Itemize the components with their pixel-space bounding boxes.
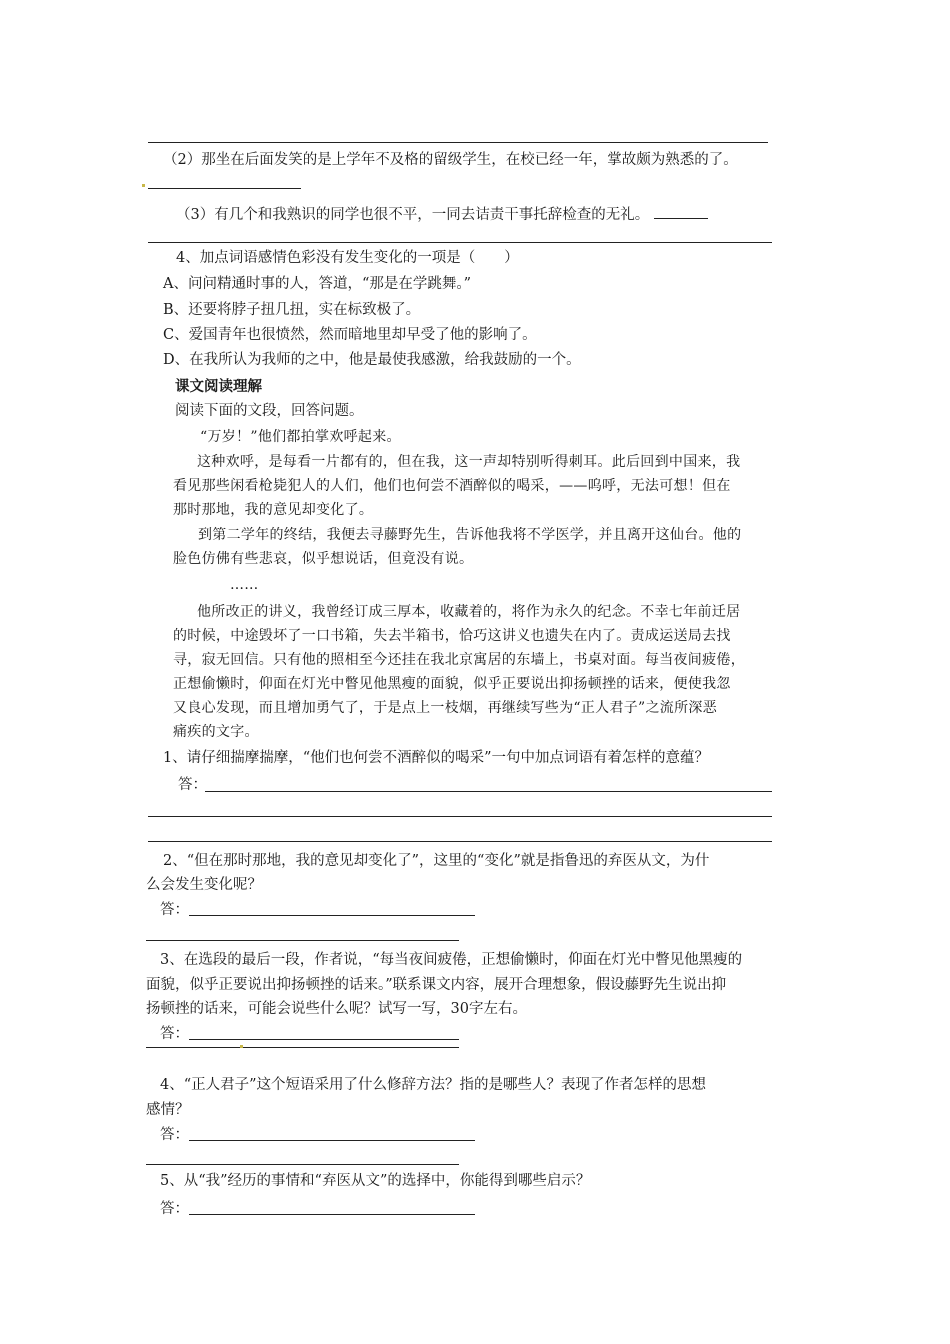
passage-line: 的时候，中途毁坏了一口书箱，失去半箱书，恰巧这讲义也遗失在内了。责成运送局去找 [173,628,731,644]
passage-ellipsis: …… [230,577,259,593]
rewrite-item-3-text: （3）有几个和我熟识的同学也很不平，一同去诘责干事托辞检查的无礼。 [176,207,650,223]
answer-line[interactable] [189,1140,475,1141]
passage-line: 他所改正的讲义，我曾经订成三厚本，收藏着的，将作为永久的纪念。不幸七年前迁居 [197,604,741,620]
answer-label: 答： [160,1201,189,1217]
answer-line[interactable] [146,1047,459,1048]
answer-label: 答： [160,1026,189,1042]
answer-label: 答： [160,1127,189,1143]
answer-blank[interactable] [654,202,708,219]
passage-line: 脸色仿佛有些悲哀，似乎想说话，但竟没有说。 [173,551,474,567]
question-4: 4、“正人君子”这个短语采用了什么修辞方法？指的是哪些人？表现了作者怎样的思想 [160,1077,707,1093]
rewrite-item-3 [176,202,708,225]
section-title: 课文阅读理解 [175,379,262,395]
passage-line: 看见那些闲看枪毙犯人的人们，他们也何尝不酒醉似的喝采，——呜呼，无法可想！但在 [173,478,731,494]
section-instruction: 阅读下面的文段，回答问题。 [175,403,364,419]
answer-line [148,188,301,189]
question-5: 5、从“我”经历的事情和“弃医从文”的选择中，你能得到哪些启示？ [160,1173,591,1189]
answer-line [148,242,772,243]
stray-mark [142,184,145,187]
answer-line[interactable] [148,816,772,817]
answer-line[interactable] [146,940,459,941]
passage-line: 正想偷懒时，仰面在灯光中瞥见他黑瘦的面貌，似乎正要说出抑扬顿挫的话来，便使我忽 [173,676,731,692]
answer-label: 答： [160,902,189,918]
option-c: C、爱国青年也很愤然，然而暗地里却早受了他的影响了。 [163,327,537,343]
question-2: 2、“但在那时那地，我的意见却变化了”，这里的“变化”就是指鲁迅的弃医从文，为什 [163,853,710,869]
option-a: A、问问精通时事的人，答道，“那是在学跳舞。” [163,276,472,292]
answer-line[interactable] [189,1214,475,1215]
option-d: D、在我所认为我师的之中，他是最使我感激，给我鼓励的一个。 [163,352,581,368]
rewrite-item-2 [163,150,738,170]
question-3-cont: 面貌，似乎正要说出抑扬顿挫的话来。”联系课文内容，展开合理想象，假设藤野先生说出抑 [146,977,727,993]
answer-line[interactable] [146,1164,459,1165]
answer-line [148,142,768,143]
answer-label: 答： [178,777,207,793]
passage-line: 寻，寂无回信。只有他的照相至今还挂在我北京寓居的东墙上，书桌对面。每当夜间疲倦， [173,652,745,668]
answer-line[interactable] [189,915,475,916]
question-stem: 4、加点词语感情色彩没有发生变化的一项是（ ） [176,250,519,266]
passage-p1: “万岁！”他们都拍掌欢呼起来。 [200,429,401,445]
passage-line: 痛疾的文字。 [173,724,259,740]
answer-line[interactable] [205,791,772,792]
passage-line: 这种欢呼，是每看一片都有的，但在我，这一声却特别听得刺耳。此后回到中国来，我 [197,454,741,470]
option-b: B、还要将脖子扭几扭，实在标致极了。 [163,302,421,318]
question-2-cont: 么会发生变化呢？ [146,877,262,893]
answer-line[interactable] [189,1039,459,1040]
question-1: 1、请仔细揣摩揣摩，“他们也何尝不酒醉似的喝采”一句中加点词语有着怎样的意蕴？ [163,750,710,766]
stray-mark [240,1045,243,1048]
rewrite-item-2-text: （2）那坐在后面发笑的是上学年不及格的留级学生，在校已经一年，掌故颇为熟悉的了。 [163,152,738,168]
passage-line: 又良心发现，而且增加勇气了，于是点上一枝烟，再继续写些为“正人君子”之流所深恶 [173,700,718,716]
answer-line[interactable] [148,841,772,842]
question-3: 3、在选段的最后一段，作者说，“每当夜间疲倦，正想偷懒时，仰面在灯光中瞥见他黑瘦的 [160,952,743,968]
passage-line: 那时那地，我的意见却变化了。 [173,502,374,518]
passage-line: 到第二学年的终结，我便去寻藤野先生，告诉他我将不学医学，并且离开这仙台。他的 [198,527,742,543]
question-3-cont: 扬顿挫的话来，可能会说些什么呢？试写一写，30字左右。 [146,1001,527,1017]
question-4-cont: 感情？ [146,1102,190,1118]
